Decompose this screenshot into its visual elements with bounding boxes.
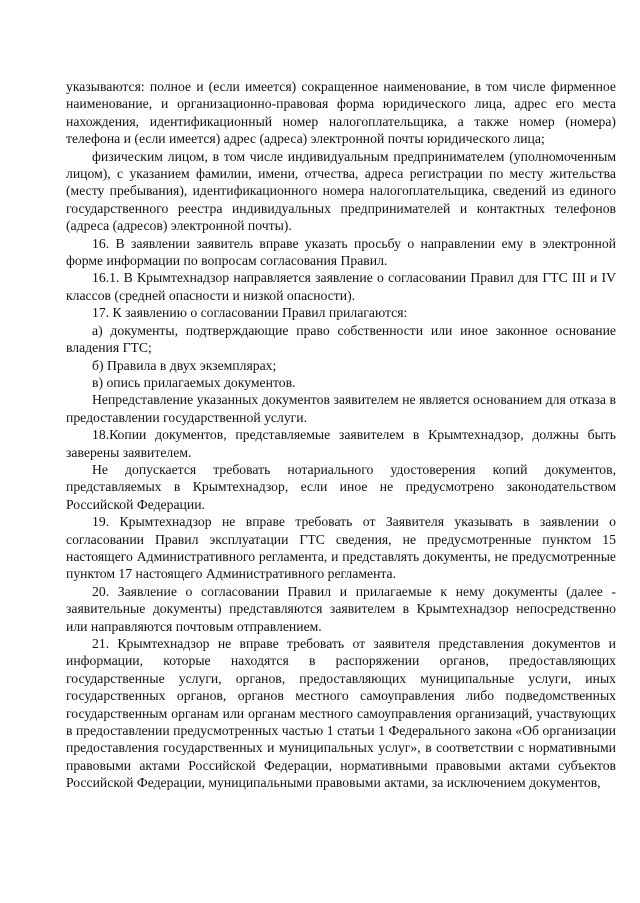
paragraph-16: 16. В заявлении заявитель вправе указать просьбу о направлении ему в электронной форме информации по вопросам согласования Правил. bbox=[66, 235, 616, 269]
paragraph-17: 17. К заявлению о согласовании Правил прилагаются: bbox=[92, 305, 408, 321]
document-body bbox=[66, 78, 616, 792]
paragraph-19: 19. Крымтехнадзор не вправе требовать от Заявителя указывать в заявлении о согласовании Правил эксплуатации ГТС сведения, не предусмотренные пунктом 15 настоящего Административного регламента, и представлять документы, не предусмотренные пунктом 17 настоящего Административного регламента. bbox=[66, 514, 616, 582]
paragraph-18: 18.Копии документов, представляемые заявителем в Крымтехнадзор, должны быть заверены заявителем. bbox=[66, 427, 616, 460]
paragraph-16-1: 16.1. В Крымтехнадзор направляется заявление о согласовании Правил для ГТС III и IV классов (средней опасности и низкой опасности). bbox=[66, 270, 616, 303]
paragraph-20: 20. Заявление о согласовании Правил и прилагаемые к нему документы (далее - заявительные документы) представляются заявителем в Крымтехнадзор непосредственно или направляются почтовым отправлением. bbox=[66, 583, 616, 634]
paragraph-notarization: Не допускается требовать нотариального удостоверения копий документов, представляемых в Крымтехнадзор, если иное не предусмотрено законодательством Российской Федерации. bbox=[66, 461, 616, 512]
paragraph-individual-details: физическим лицом, в том числе индивидуальным предпринимателем (уполномоченным лицом), с указанием фамилии, имени, отчества, адреса регистрации по месту жительства (месту пребывания), идентификационного номера налогоплательщика, сведений из единого государственного реестра индивидуальных предпринимателей и контактных телефонов (адреса (адресов) электронной почты). bbox=[66, 148, 616, 234]
paragraph-organization-details: указываются: полное и (если имеется) сокращенное наименование, в том числе фирменное наименование, и организационно-правовая форма юридического лица, адрес его места нахождения, идентификационный номер налогоплательщика, а также номер (номера) телефона и (если имеется) адрес (адреса) электронной почты юридического лица; bbox=[66, 79, 616, 147]
paragraph-17-b: б) Правила в двух экземплярах; bbox=[92, 357, 277, 373]
paragraph-21: 21. Крымтехнадзор не вправе требовать от заявителя представления документов и информации, которые находятся в распоряжении органов, предоставляющих государственные услуги, органов, предоставляющих муниципальные услуги, иных государственных органов, органов местного самоуправления либо подведомственных государственным органам или органам местного самоуправления организаций, участвующих в предоставлении предусмотренных частью 1 статьи 1 Федерального закона «Об организации предоставления государственных и муниципальных услуг», в соответствии с нормативными правовыми актами Российской Федерации, нормативными правовыми актами субъектов Российской Федерации, муниципальными правовыми актами, за исключением документов, bbox=[66, 636, 616, 791]
paragraph-17-v: в) опись прилагаемых документов. bbox=[92, 374, 296, 390]
paragraph-17-a: а) документы, подтверждающие право собственности или иное законное основание владения ГТС; bbox=[66, 322, 616, 356]
paragraph-non-submission: Непредставление указанных документов заявителем не является основанием для отказа в предоставлении государственной услуги. bbox=[66, 392, 616, 425]
